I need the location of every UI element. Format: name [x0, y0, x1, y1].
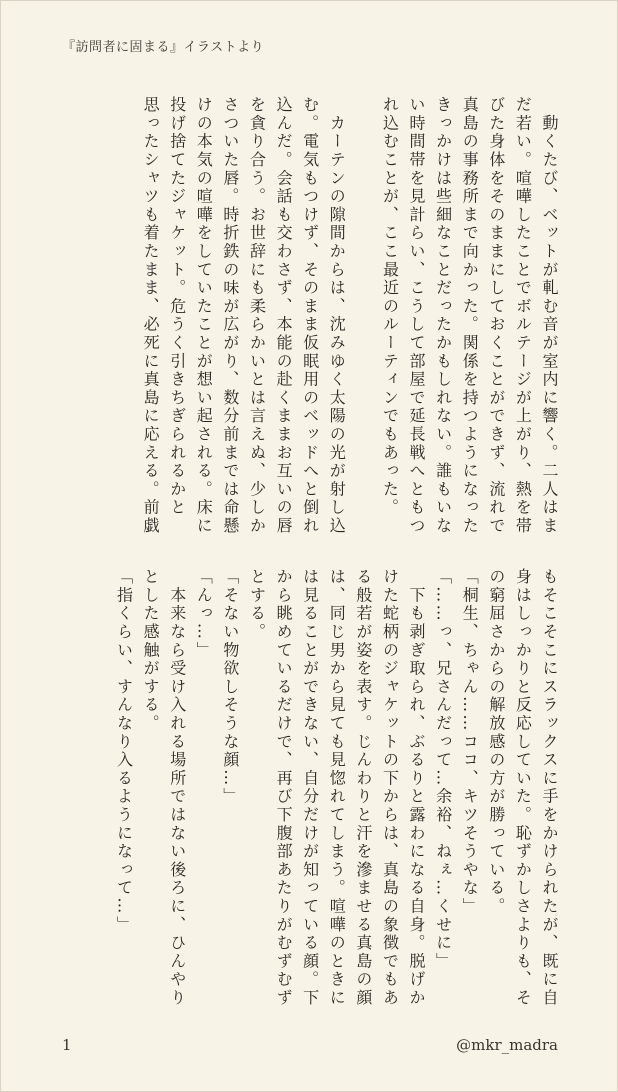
lower-text-block	[110, 568, 562, 1008]
text-line: 下も剥ぎ取られ、ぶるりと露わになる自身。脱げか	[407, 568, 427, 1008]
text-line: 投げ捨てたジャケット。危うく引きちぎられるかと	[167, 96, 187, 517]
text-line: びた身体をそのままにしておくことができず、流れで	[486, 96, 506, 536]
text-line: 「んっ…」	[194, 568, 214, 660]
text-line: 「桐生、ちゃん……ココ、キツそうやな」	[460, 568, 480, 916]
text-line: もそこそこにスラックスに手をかけられたが、既に自	[540, 568, 559, 1008]
page-number: 1	[62, 1036, 72, 1054]
text-line: 本来なら受け入れる場所ではない後ろに、ひんやり	[167, 568, 187, 1008]
text-line: 込んだ。会話も交わさず、本能の赴くままお互いの唇	[274, 96, 294, 536]
text-line: から眺めているだけで、再び下腹部あたりがむずむず	[274, 568, 294, 1008]
text-line: とする。	[247, 568, 267, 642]
text-line: とした感触がする。	[141, 568, 161, 733]
upper-text-block	[137, 96, 563, 536]
text-line: 動くたび、ベットが軋む音が室内に響く。二人はま	[540, 96, 559, 536]
text-line: む。電気もつけず、そのまま仮眠用のベッドへと倒れ	[300, 96, 320, 536]
text-line: は、同じ男から見ても見惚れてしまう。喧嘩のときに	[327, 568, 347, 1008]
text-line: きっかけは些細なことだったかもしれない。誰もいな	[433, 96, 453, 536]
text-line: 「……っ、兄さんだって…余裕、ねぇ…くせに」	[433, 568, 453, 971]
text-line: カーテンの隙間からは、沈みゆく太陽の光が射し込	[327, 96, 347, 536]
text-line: れ込むことが、ここ最近のルーティンでもあった。	[380, 96, 400, 517]
text-line: る般若が姿を表す。じんわりと汗を滲ませる真島の顔	[353, 568, 373, 1008]
author-handle: @mkr_madra	[456, 1036, 558, 1054]
text-line: 思ったシャツも着たまま、必死に真島に応える。前戯	[141, 96, 161, 536]
text-line: の窮屈さからの解放感の方が勝っている。	[486, 568, 506, 916]
text-line: 身はしっかりと反応していた。恥ずかしさよりも、そ	[513, 568, 533, 1008]
text-line: は見ることができない、自分だけが知っている顔。下	[300, 568, 320, 1008]
text-line: を貪り合う。お世辞にも柔らかいとは言えぬ、少しか	[247, 96, 267, 536]
text-line: い時間帯を見計らい、こうして部屋で延長戦へともつ	[407, 96, 427, 536]
text-line: さついた唇。時折鉄の味が広がり、数分前までは命懸	[220, 96, 240, 536]
text-line: けの本気の喧嘩をしていたことが想い起される。床に	[194, 96, 214, 536]
text-line: けた蛇柄のジャケットの下からは、真島の象徴でもあ	[380, 568, 400, 1008]
page-header-title: 『訪問者に固まる』イラストより	[62, 40, 265, 55]
text-line: 真島の事務所まで向かった。関係を持つようになった	[460, 96, 480, 536]
text-line: だ若い。喧嘩したことでボルテージが上がり、熱を帯	[513, 96, 533, 536]
text-line: 「指くらい、すんなり入るようになって…」	[114, 568, 134, 934]
text-line	[349, 96, 376, 536]
text-line: 「そない物欲しそうな顔…」	[220, 568, 240, 806]
